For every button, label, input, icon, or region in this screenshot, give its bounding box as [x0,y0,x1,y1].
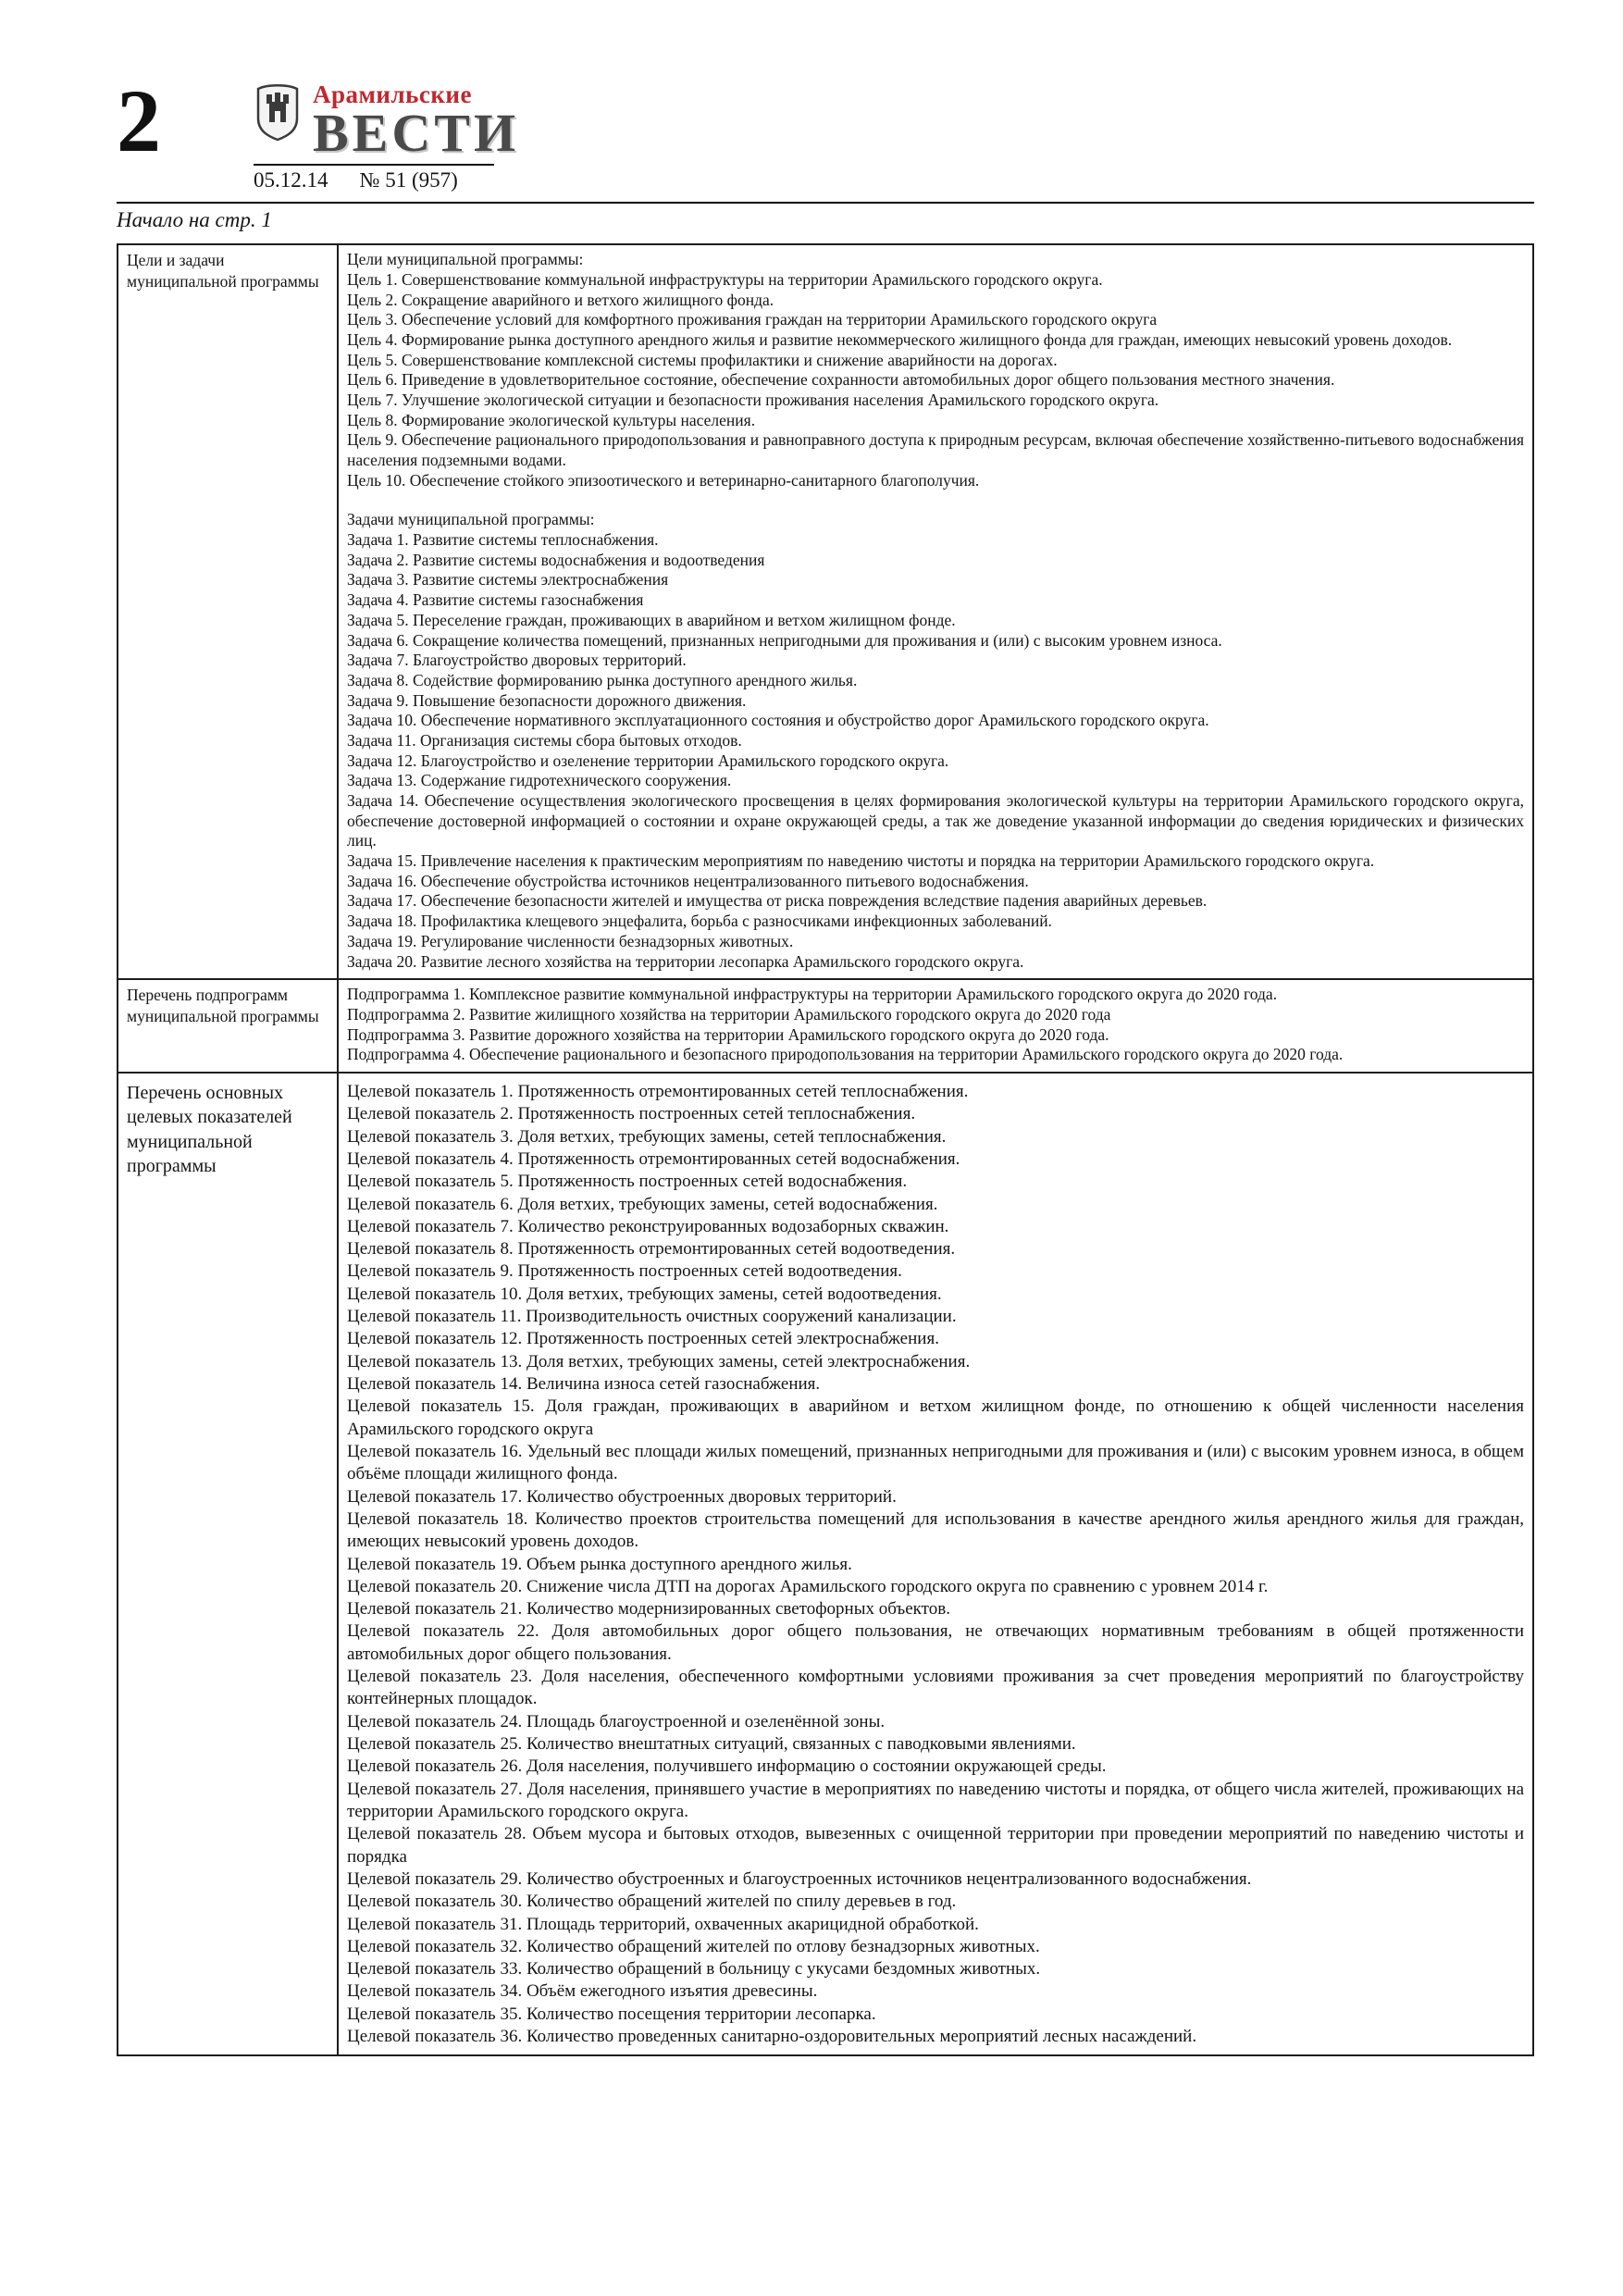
text-line: Целевой показатель 7. Количество реконструированных водозаборных скважин. [347,1216,949,1236]
text-line: Целевой показатель 6. Доля ветхих, требующих замены, сетей водоснабжения. [347,1194,938,1214]
text-line: Задача 5. Переселение граждан, проживающих в аварийном и ветхом жилищном фонде. [347,610,956,629]
text-line: Целевой показатель 23. Доля населения, обеспеченного комфортными условиями проживания за счет проведения мероприятий по благоустройству контейнерных площадок. [347,1667,1524,1709]
text-line: Целевой показатель 9. Протяженность построенных сетей водоотведения. [347,1261,902,1282]
text-line: Целевой показатель 11. Производительность очистных сооружений канализации. [347,1307,957,1327]
row-label-goals: Цели и задачи муниципальной программы [118,244,338,979]
text-line: Задача 11. Организация системы сбора бытовых отходов. [347,730,742,750]
text-line: Задача 15. Привлечение населения к практическим мероприятиям по наведению чистоты и порядка на территории Арамильского городского округа. [347,851,1375,871]
table-row-goals [118,244,1533,979]
text-line: Подпрограмма 2. Развитие жилищного хозяйства на территории Арамильского городского округа до 2020 года [347,1004,1111,1024]
text-line: Задача 12. Благоустройство и озеленение территории Арамильского городского округа. [347,751,949,770]
header-divider [117,202,1534,204]
text-line: Цель 4. Формирование рынка доступного арендного жилья и развитие некоммерческого жилищного фонда для граждан, имеющих невысокий уровень доходов. [347,329,1453,349]
text-line: Целевой показатель 8. Протяженность отремонтированных сетей водоотведения. [347,1239,956,1260]
text-line: Целевой показатель 19. Объем рынка доступного арендного жилья. [347,1554,852,1574]
text-line: Целевой показатель 15. Доля граждан, проживающих в аварийном и ветхом жилищном фонде, по отношению к общей численности населения Арамильского городского округа [347,1396,1524,1439]
text-line: Целевой показатель 22. Доля автомобильных дорог общего пользования, не отвечающих нормативным требованиям в общей протяженности автомобильных дорог общего пользования. [347,1621,1524,1664]
text-line: Цели муниципальной программы: [347,250,584,269]
brand-row [254,81,520,164]
issue-date: 05.12.14 [254,168,328,192]
text-line: Целевой показатель 10. Доля ветхих, требующих замены, сетей водоотведения. [347,1284,942,1304]
coat-of-arms-icon [254,81,302,143]
text-line: Целевой показатель 20. Снижение числа ДТП на дорогах Арамильского городского округа по сравнению с уровнем 2014 г. [347,1576,1269,1596]
table-row-indicators [118,1073,1533,2055]
text-line: Подпрограмма 1. Комплексное развитие коммунальной инфраструктуры на территории Арамильского городского округа до 2020 года. [347,985,1278,1004]
text-line: Задача 10. Обеспечение нормативного эксплуатационного состояния и обустройство дорог Арамильского городского округа. [347,711,1209,730]
text-line: Целевой показатель 35. Количество посещения территории лесопарка. [347,2004,876,2024]
text-line: Целевой показатель 18. Количество проектов строительства помещений для использования в качестве арендного жилья арендного жилья для граждан, имеющих невысокий уровень доходов. [347,1508,1524,1552]
text-line: Целевой показатель 16. Удельный вес площади жилых помещений, признанных непригодными для проживания и (или) с высоким уровнем износа, в общем объёме площади жилищного фонда. [347,1441,1524,1484]
text-line: Целевой показатель 33. Количество обращений в больницу с укусами бездомных животных. [347,1959,1041,1980]
issue-info [254,164,494,192]
text-line: Задача 4. Развитие системы газоснабжения [347,590,644,610]
text-line: Целевой показатель 24. Площадь благоустроенной и озеленённой зоны. [347,1711,886,1731]
text-line: Подпрограмма 3. Развитие дорожного хозяйства на территории Арамильского городского округа до 2020 года. [347,1024,1109,1044]
text-line: Цель 7. Улучшение экологической ситуации и безопасности проживания населения Арамильского городского округа. [347,390,1159,409]
text-line: Целевой показатель 29. Количество обустроенных и благоустроенных источников нецентрализованного водоснабжения. [347,1868,1252,1889]
text-line: Целевой показатель 3. Доля ветхих, требующих замены, сетей теплоснабжения. [347,1126,947,1147]
text-line: Задача 19. Регулирование численности безнадзорных животных. [347,931,794,950]
row-label-subprograms: Перечень подпрограмм муниципальной программы [118,979,338,1073]
text-line: Целевой показатель 14. Величина износа сетей газоснабжения. [347,1374,821,1395]
text-line: Задача 16. Обеспечение обустройства источников нецентрализованного питьевого водоснабжения. [347,871,1029,890]
continuation-note: Начало на стр. 1 [117,208,272,232]
text-line: Задача 7. Благоустройство дворовых территорий. [347,651,687,670]
row-content-goals [338,244,1533,979]
text-line: Задача 6. Сокращение количества помещений, признанных непригодными для проживания и (или) с высоким уровнем износа. [347,630,1222,650]
page-header [117,71,1534,192]
row-content-subprograms [338,979,1533,1073]
program-table [117,243,1534,2056]
text-line: Целевой показатель 28. Объем мусора и бытовых отходов, вывезенных с очищенной территории при проведении мероприятий по наведению чистоты и порядка [347,1824,1524,1867]
text-line: Целевой показатель 2. Протяженность построенных сетей теплоснабжения. [347,1104,916,1124]
text-line: Задача 1. Развитие системы теплоснабжения. [347,530,659,550]
newspaper-brand [254,81,519,192]
text-line: Цель 10. Обеспечение стойкого эпизоотического и ветеринарно-санитарного благополучия. [347,470,980,490]
page-number: 2 [117,71,161,170]
text-line: Цель 8. Формирование экологической культуры населения. [347,410,756,429]
text-line: Целевой показатель 36. Количество проведенных санитарно-оздоровительных мероприятий лесных насаждений. [347,2027,1197,2047]
text-line: Целевой показатель 4. Протяженность отремонтированных сетей водоснабжения. [347,1148,960,1169]
text-line: Задача 13. Содержание гидротехнического сооружения. [347,771,732,790]
text-line [347,490,1524,510]
text-line: Целевой показатель 17. Количество обустроенных дворовых территорий. [347,1486,897,1507]
row-content-indicators [338,1073,1533,2055]
text-line: Целевой показатель 13. Доля ветхих, требующих замены, сетей электроснабжения. [347,1351,971,1371]
text-line: Задача 2. Развитие системы водоснабжения и водоотведения [347,550,765,569]
brand-text [313,81,520,164]
text-line: Целевой показатель 31. Площадь территорий, охваченных акарицидной обработкой. [347,1914,979,1934]
text-line: Задача 3. Развитие системы электроснабжения [347,570,669,590]
row-label-indicators: Перечень основных целевых показателей муниципальной программы [118,1073,338,2055]
text-line: Цель 5. Совершенствование комплексной системы профилактики и снижение аварийности на дорогах. [347,350,1058,369]
text-line: Целевой показатель 30. Количество обращений жителей по спилу деревьев в год. [347,1892,957,1912]
table-row-subprograms [118,979,1533,1073]
text-line: Цель 9. Обеспечение рационального природопользования и равноправного доступа к природным ресурсам, включая обеспечение хозяйственно-питьевого водоснабжения населения подземными водами. [347,430,1524,470]
text-line: Целевой показатель 12. Протяженность построенных сетей электроснабжения. [347,1329,939,1349]
text-line: Целевой показатель 5. Протяженность построенных сетей водоснабжения. [347,1172,908,1192]
text-line: Целевой показатель 1. Протяженность отремонтированных сетей теплоснабжения. [347,1081,969,1101]
text-line: Задача 14. Обеспечение осуществления экологического просвещения в целях формирования экологической культуры на территории Арамильского городского округа, обеспечение достоверной информацией о состоянии и охране окружающей среды, а так же доведение указанной информации до сведения юридических и физических лиц. [347,791,1524,850]
text-line: Целевой показатель 21. Количество модернизированных светофорных объектов. [347,1599,950,1620]
text-line: Задача 20. Развитие лесного хозяйства на территории лесопарка Арамильского городского округа. [347,951,1024,971]
brand-top-label: Арамильские [313,81,472,108]
text-line: Цель 1. Совершенствование коммунальной инфраструктуры на территории Арамильского городского округа. [347,269,1103,289]
text-line: Задача 9. Повышение безопасности дорожного движения. [347,690,747,710]
text-line: Цель 6. Приведение в удовлетворительное состояние, обеспечение сохранности автомобильных дорог общего пользования местного значения. [347,370,1335,390]
text-line: Целевой показатель 26. Доля населения, получившего информацию о состоянии окружающей среды. [347,1756,1107,1777]
issue-number: № 51 (957) [359,168,458,192]
text-line: Задача 18. Профилактика клещевого энцефалита, борьба с разносчиками инфекционных заболеваний. [347,912,1052,931]
text-line: Задача 8. Содействие формированию рынка доступного арендного жилья. [347,670,858,689]
text-line: Целевой показатель 32. Количество обращений жителей по отлову безнадзорных животных. [347,1936,1040,1956]
text-line: Целевой показатель 25. Количество внештатных ситуаций, связанных с паводковыми явлениями. [347,1734,1076,1755]
text-line: Целевой показатель 27. Доля населения, принявшего участие в мероприятиях по наведению чистоты и порядка, от общего числа жителей, проживающих на территории Арамильского городского округа. [347,1779,1524,1821]
text-line: Задача 17. Обеспечение безопасности жителей и имущества от риска повреждения вследствие падения аварийных деревьев. [347,891,1208,911]
text-line: Цель 3. Обеспечение условий для комфортного проживания граждан на территории Арамильского городского округа [347,310,1158,329]
text-line: Подпрограмма 4. Обеспечение рационального и безопасного природопользования на территории Арамильского городского округа до 2020 года. [347,1045,1344,1064]
text-line: Цель 2. Сокращение аварийного и ветхого жилищного фонда. [347,290,774,309]
text-line: Целевой показатель 34. Объём ежегодного изъятия древесины. [347,1981,818,2002]
brand-main-label: ВЕСТИ [313,103,520,164]
text-line: Задачи муниципальной программы: [347,510,595,529]
